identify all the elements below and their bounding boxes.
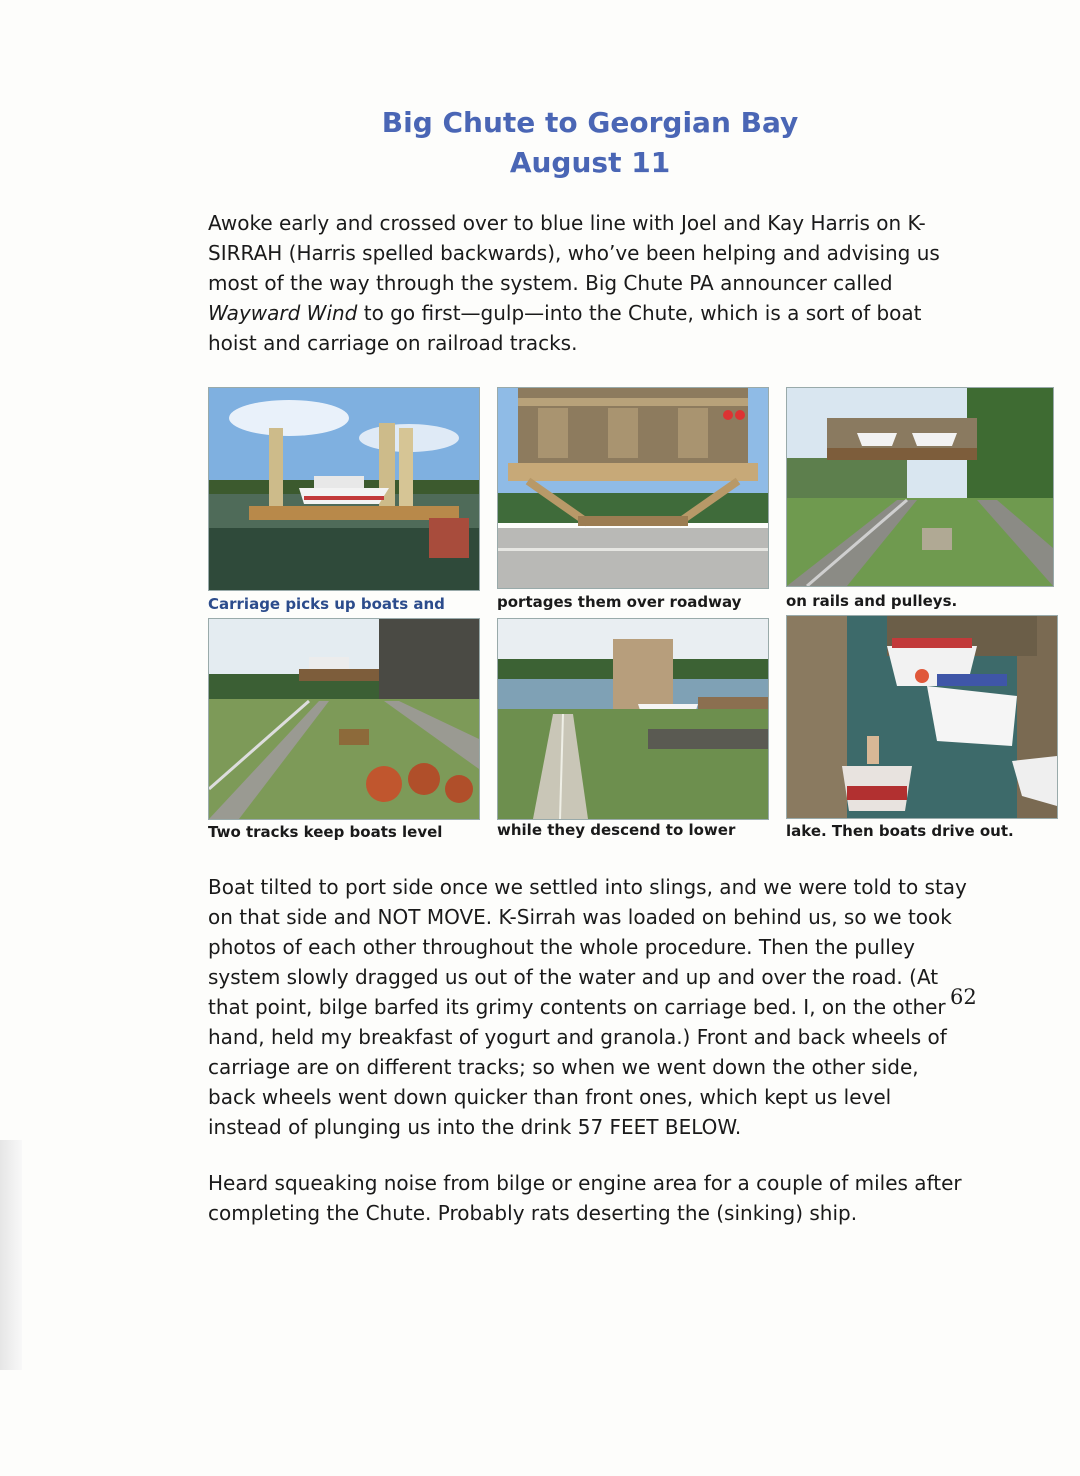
- photo-caption-6: lake. Then boats drive out.: [786, 822, 1014, 840]
- page-number: 62: [950, 985, 977, 1009]
- intro-paragraph: [208, 208, 968, 358]
- photo-tracks: [208, 618, 480, 820]
- photo-carriage-road: [497, 387, 769, 589]
- photo-carriage-water: [208, 387, 480, 591]
- photo-caption-2: portages them over roadway: [497, 593, 742, 611]
- scan-edge-shadow: [0, 1140, 22, 1370]
- photo-caption-1: Carriage picks up boats and: [208, 595, 445, 613]
- photo-caption-5: while they descend to lower: [497, 821, 736, 839]
- photo-carriage-rails: [786, 387, 1054, 587]
- boat-name: Wayward Wind: [208, 301, 358, 325]
- photo-caption-3: on rails and pulleys.: [786, 592, 958, 610]
- photo-caption-4: Two tracks keep boats level: [208, 823, 443, 841]
- body-paragraph-3: Heard squeaking noise from bilge or engine area for a couple of miles after completing the Chute. Probably rats deserting the (sinking) ship.: [208, 1171, 962, 1225]
- photo-boats-out: [786, 615, 1058, 819]
- page-title: Big Chute to Georgian Bay: [381, 106, 799, 139]
- photo-descent: [497, 618, 769, 820]
- page-date: August 11: [509, 146, 671, 179]
- intro-text-end: to go first—gulp—into the Chute, which is a sort of boat hoist and carriage on railroad tracks.: [208, 301, 922, 355]
- intro-text-start: Awoke early and crossed over to blue line with Joel and Kay Harris on K-SIRRAH (Harris spelled backwards), who’ve been helping and advising us most of the way through the system. Big Chute PA announcer called: [208, 211, 940, 295]
- body-paragraph-2: Boat tilted to port side once we settled into slings, and we were told to stay on that side and NOT MOVE. K-Sirrah was loaded on behind us, so we took photos of each other throughout the whole procedure. Then the pulley system slowly dragged us out of the water and up and over the road. (At that point, bilge barfed its grimy contents on carriage bed. I, on the other hand, held my breakfast of yogurt and granola.) Front and back wheels of carriage are on different tracks; so when we went down the other side, back wheels went down quicker than front ones, which kept us level instead of plunging us into the drink 57 FEET BELOW.: [208, 875, 967, 1139]
